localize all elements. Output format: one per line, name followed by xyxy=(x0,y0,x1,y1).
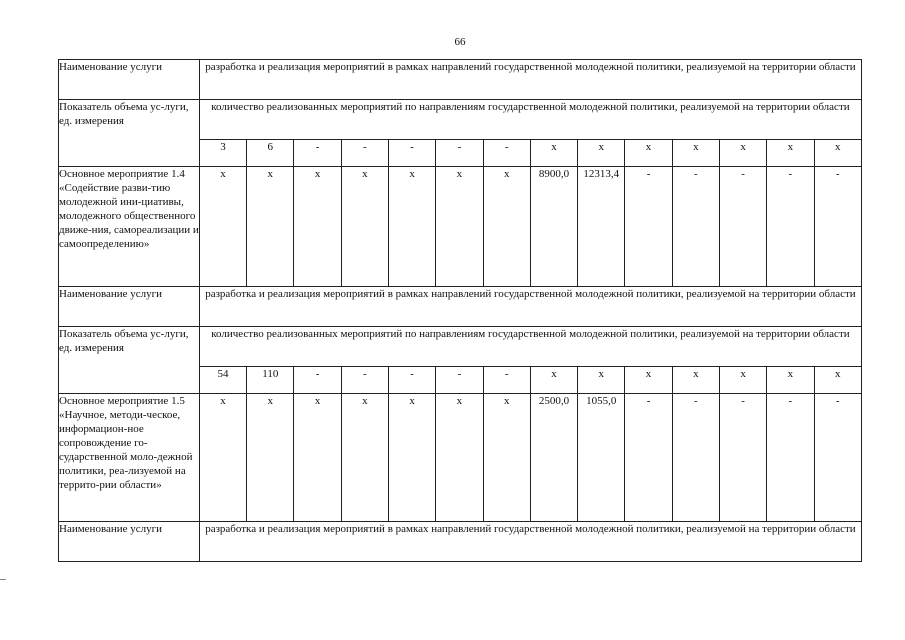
volume-cell: - xyxy=(436,367,483,394)
service-label: Наименование услуги xyxy=(59,287,200,327)
volume-cell: - xyxy=(294,140,341,167)
event-label: Основное мероприятие 1.5 «Научное, методи-ческое, информацион-ное сопровождение го-сударственной моло-дежной политики, реа-лизуемой на террито-рии области» xyxy=(59,394,200,522)
volume-cell: x xyxy=(672,140,719,167)
volume-cell: x xyxy=(814,140,861,167)
volume-cell: x xyxy=(672,367,719,394)
volume-cell: 110 xyxy=(247,367,294,394)
event-cell: x xyxy=(436,167,483,287)
event-cell: 2500,0 xyxy=(530,394,577,522)
event-row xyxy=(59,167,862,287)
indicator-row xyxy=(59,100,862,140)
event-cell: - xyxy=(814,167,861,287)
volume-cell: x xyxy=(530,367,577,394)
volume-cell: x xyxy=(625,140,672,167)
page-number: 66 xyxy=(454,36,466,48)
event-cell: - xyxy=(767,167,814,287)
event-cell: x xyxy=(388,167,435,287)
volume-cell: x xyxy=(767,140,814,167)
volume-cell: - xyxy=(388,367,435,394)
volume-cell: x xyxy=(814,367,861,394)
event-cell: 8900,0 xyxy=(530,167,577,287)
event-cell: x xyxy=(436,394,483,522)
event-cell: x xyxy=(199,167,246,287)
service-value: разработка и реализация мероприятий в рамках направлений государственной молодежной политики, реализуемой на территории области xyxy=(199,287,861,327)
event-cell: x xyxy=(294,167,341,287)
volume-cell: - xyxy=(483,367,530,394)
volume-cell: x xyxy=(719,367,766,394)
event-cell: - xyxy=(767,394,814,522)
volume-cell: 54 xyxy=(199,367,246,394)
service-row xyxy=(59,60,862,100)
event-cell: - xyxy=(625,394,672,522)
event-row xyxy=(59,394,862,522)
event-label: Основное мероприятие 1.4 «Содействие разви-тию молодежной ини-циативы, молодежного общественного движе-ния, самореализации и самоопределению» xyxy=(59,167,200,287)
service-value: разработка и реализация мероприятий в рамках направлений государственной молодежной политики, реализуемой на территории области xyxy=(199,60,861,100)
indicator-label: Показатель объема ус-луги, ед. измерения xyxy=(59,100,200,167)
volume-cell: - xyxy=(341,367,388,394)
volume-cell: - xyxy=(388,140,435,167)
volume-cell: x xyxy=(719,140,766,167)
event-cell: - xyxy=(672,394,719,522)
event-cell: x xyxy=(341,167,388,287)
event-cell: x xyxy=(388,394,435,522)
event-cell: x xyxy=(341,394,388,522)
event-cell: x xyxy=(247,394,294,522)
event-cell: 1055,0 xyxy=(578,394,625,522)
event-cell: x xyxy=(294,394,341,522)
event-cell: - xyxy=(814,394,861,522)
volume-cell: x xyxy=(578,367,625,394)
indicator-row xyxy=(59,327,862,367)
event-cell: - xyxy=(672,167,719,287)
edge-mark xyxy=(0,579,6,580)
volume-cell: x xyxy=(578,140,625,167)
volume-cell: - xyxy=(483,140,530,167)
volume-cell: - xyxy=(341,140,388,167)
event-cell: - xyxy=(719,394,766,522)
event-cell: x xyxy=(483,167,530,287)
volume-cell: 3 xyxy=(199,140,246,167)
indicator-value: количество реализованных мероприятий по направлениям государственной молодежной политики, реализуемой на территории области xyxy=(199,100,861,140)
event-cell: x xyxy=(199,394,246,522)
volume-cell: - xyxy=(294,367,341,394)
event-cell: - xyxy=(719,167,766,287)
indicator-value: количество реализованных мероприятий по направлениям государственной молодежной политики, реализуемой на территории области xyxy=(199,327,861,367)
volume-cell: x xyxy=(767,367,814,394)
volume-cell: - xyxy=(436,140,483,167)
service-value: разработка и реализация мероприятий в рамках направлений государственной молодежной политики, реализуемой на территории области xyxy=(199,522,861,562)
service-label: Наименование услуги xyxy=(59,60,200,100)
event-cell: x xyxy=(483,394,530,522)
event-cell: - xyxy=(625,167,672,287)
volume-cell: x xyxy=(625,367,672,394)
service-label: Наименование услуги xyxy=(59,522,200,562)
volume-cell: 6 xyxy=(247,140,294,167)
services-table xyxy=(58,59,862,562)
service-row xyxy=(59,522,862,562)
event-cell: 12313,4 xyxy=(578,167,625,287)
volume-cell: x xyxy=(530,140,577,167)
service-row xyxy=(59,287,862,327)
indicator-label: Показатель объема ус-луги, ед. измерения xyxy=(59,327,200,394)
event-cell: x xyxy=(247,167,294,287)
